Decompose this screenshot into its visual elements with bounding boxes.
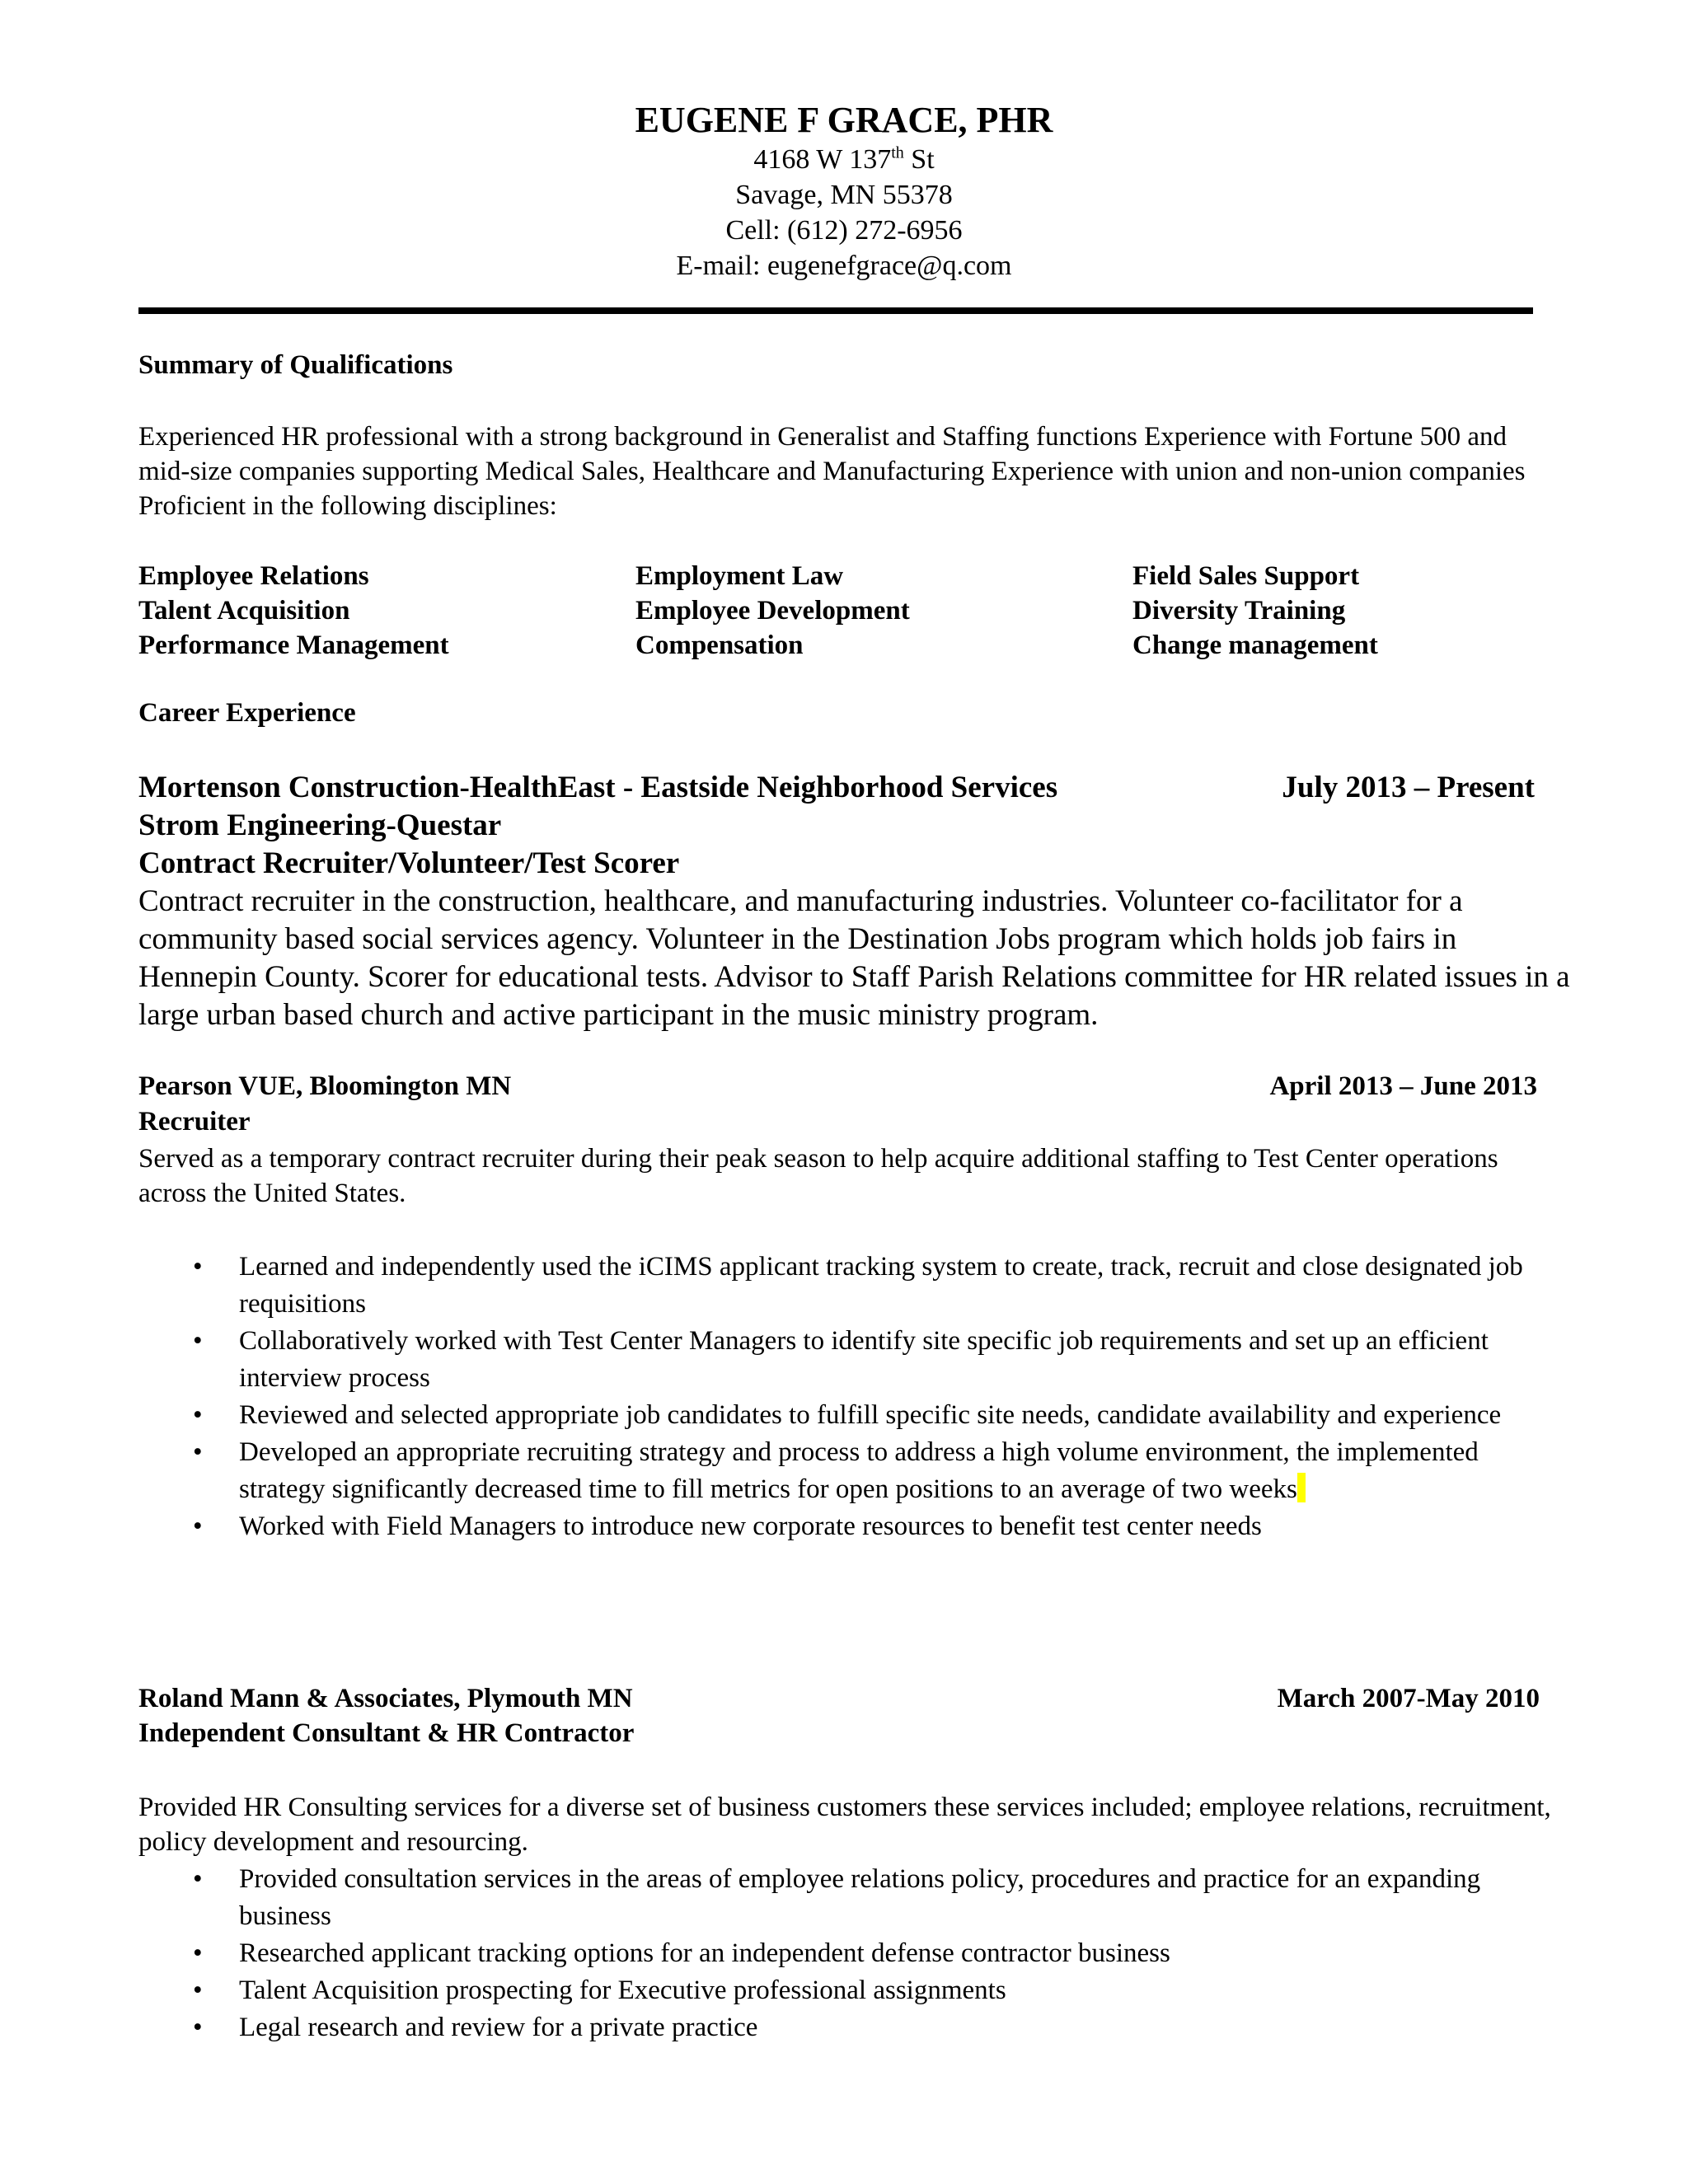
job-title: Recruiter [138, 1107, 251, 1137]
job-company: Roland Mann & Associates, Plymouth MN [138, 1684, 633, 1713]
career-heading: Career Experience [138, 698, 356, 728]
resume-name: EUGENE F GRACE, PHR [635, 100, 1053, 140]
skill-item: Diversity Training [1132, 596, 1346, 626]
job-bullet-list [138, 1861, 1556, 2046]
bullet-icon: • [193, 1326, 203, 1356]
skill-item: Change management [1132, 630, 1378, 660]
job-company: Pearson VUE, Bloomington MN [138, 1071, 512, 1101]
skills-column-2 [635, 559, 910, 663]
skill-item: Field Sales Support [1132, 561, 1360, 591]
street-address: 4168 W 137th St [753, 143, 935, 175]
list-item: • Worked with Field Managers to introduce new corporate resources to benefit test center needs [138, 1508, 1556, 1545]
skills-column-1 [138, 559, 449, 663]
summary-heading: Summary of Qualifications [138, 350, 453, 380]
list-item: • Learned and independently used the iCIMS applicant tracking system to create, track, recruit and close designated job requisitions [138, 1249, 1556, 1323]
job-dates: April 2013 – June 2013 [1269, 1071, 1537, 1101]
job-description: Provided HR Consulting services for a diverse set of business customers these services included; employee relations, recruitment, policy development and resourcing. [138, 1793, 1551, 1857]
skill-item: Performance Management [138, 630, 449, 660]
bullet-icon: • [193, 1400, 203, 1430]
email-address: E-mail: eugenefgrace@q.com [676, 251, 1012, 281]
bullet-icon: • [193, 2013, 203, 2042]
bullet-icon: • [193, 1511, 203, 1541]
job-bullet-list [138, 1249, 1556, 1545]
list-item: • Developed an appropriate recruiting strategy and process to address a high volume environment, the implemented strategy significantly decreased time to fill metrics for open positions to an average of two weeks [138, 1434, 1556, 1508]
skill-item: Employment Law [635, 561, 844, 591]
skill-item: Employee Development [635, 596, 910, 626]
job-title: Contract Recruiter/Volunteer/Test Scorer [138, 846, 680, 880]
summary-text: Experienced HR professional with a strong background in Generalist and Staffing functions Experience with Fortune 500 and mid-size companies supporting Medical Sales, Healthcare and Manufacturing Experience with union and non-union companies Proficient in the following disciplines: [138, 422, 1526, 521]
list-item: • Talent Acquisition prospecting for Executive professional assignments [138, 1972, 1556, 2009]
bullet-icon: • [193, 1864, 203, 1894]
skill-item: Employee Relations [138, 561, 369, 591]
city-state-zip: Savage, MN 55378 [735, 180, 953, 210]
job-company: Mortenson Construction-HealthEast - Eastside Neighborhood Services [138, 771, 1058, 804]
job-title: Independent Consultant & HR Contractor [138, 1718, 635, 1748]
skills-column-3 [1132, 559, 1378, 663]
list-item: • Collaboratively worked with Test Center Managers to identify site specific job requirements and set up an efficient interview process [138, 1323, 1556, 1397]
job-dates: July 2013 – Present [1282, 771, 1535, 804]
bullet-icon: • [193, 1975, 203, 2005]
skill-item: Talent Acquisition [138, 596, 350, 626]
job-description: Served as a temporary contract recruiter during their peak season to help acquire additional staffing to Test Center operations across the United States. [138, 1144, 1498, 1208]
list-item: • Researched applicant tracking options for an independent defense contractor business [138, 1935, 1556, 1972]
job-dates: March 2007-May 2010 [1277, 1684, 1540, 1713]
highlight-mark [1297, 1473, 1306, 1502]
list-item: • Provided consultation services in the areas of employee relations policy, procedures and practice for an expanding business [138, 1861, 1556, 1935]
skill-item: Compensation [635, 630, 804, 660]
job-description: Contract recruiter in the construction, healthcare, and manufacturing industries. Volunteer co-facilitator for a community based social services agency. Volunteer in the Destination Jobs program which holds job fairs in Hennepin County. Scorer for educational tests. Advisor to Staff Parish Relations committee for HR related issues in a large urban based church and active participant in the music ministry program. [138, 884, 1570, 1032]
job-company-secondary: Strom Engineering-Questar [138, 808, 502, 842]
list-item: • Reviewed and selected appropriate job candidates to fulfill specific site needs, candidate availability and experience [138, 1397, 1556, 1434]
bullet-icon: • [193, 1938, 203, 1968]
cell-phone: Cell: (612) 272-6956 [725, 215, 963, 246]
bullet-icon: • [193, 1437, 203, 1467]
list-item: • Legal research and review for a private practice [138, 2009, 1556, 2046]
bullet-icon: • [193, 1252, 203, 1282]
header-divider [138, 307, 1533, 314]
